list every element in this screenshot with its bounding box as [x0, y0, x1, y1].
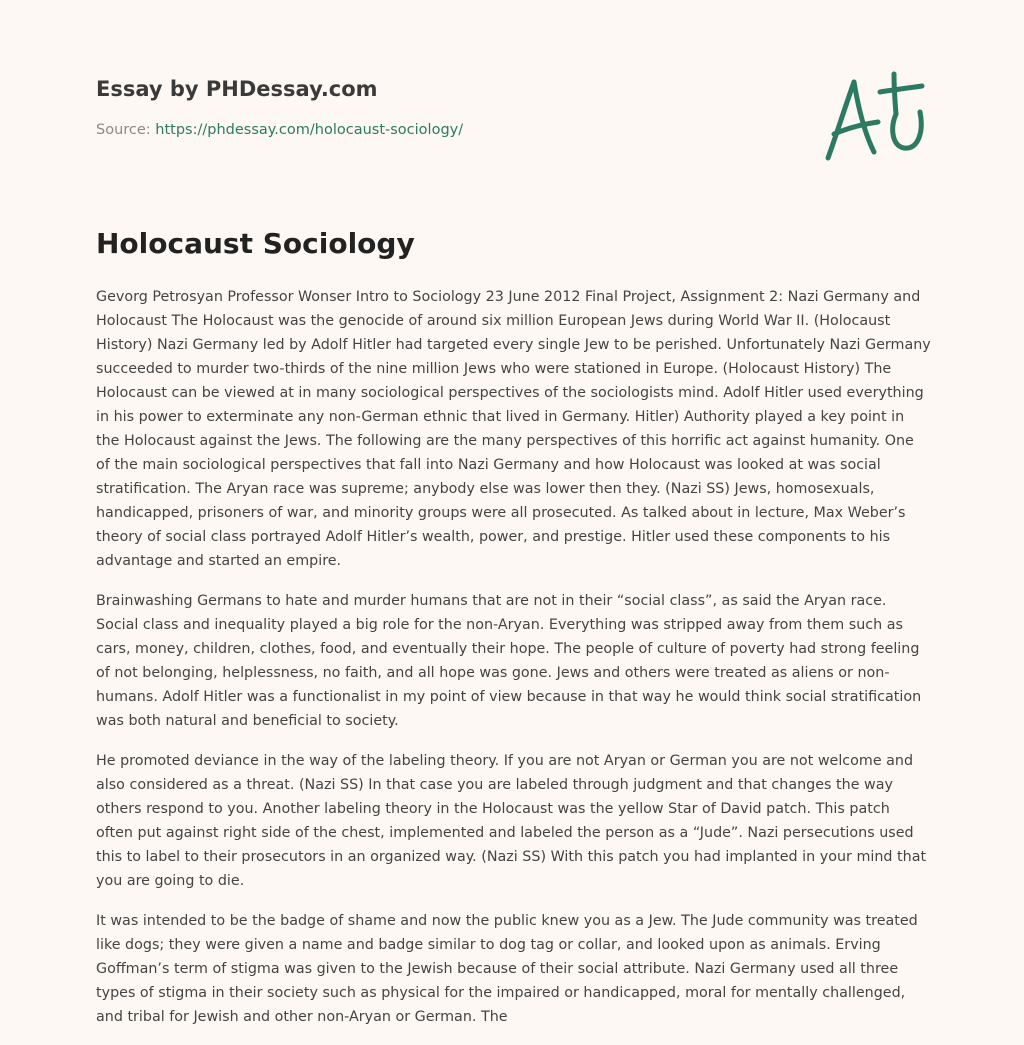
source-label: Source:	[96, 122, 151, 138]
source-line	[96, 120, 796, 140]
essay-paragraph-4: It was intended to be the badge of shame and now the public knew you as a Jew. The Jude community was treated like dogs; they were given a name and badge similar to dog tag or collar, and looked upon as animals. Erving Goffman’s term of stigma was given to the Jewish because of their social attribute. Nazi Germany used all three types of stigma in their society such as physical for the impaired or handicapped, moral for mentally challenged, and tribal for Jewish and other non-Aryan or German. The	[96, 913, 918, 1025]
source-link[interactable]: https://phdessay.com/holocaust-sociology/	[155, 122, 464, 138]
essay-paragraph-1: Gevorg Petrosyan Professor Wonser Intro to Sociology 23 June 2012 Final Project, Assignment 2: Nazi Germany and Holocaust The Holocaust was the genocide of around six million European Jews during World War II. (Holocaust History) Nazi Germany led by Adolf Hitler had targeted every single Jew to be perished. Unfortunately Nazi Germany succeeded to murder two-thirds of the nine million Jews who were stationed in Europe. (Holocaust History) The Holocaust can be viewed at in many sociological perspectives of the sociologists mind. Adolf Hitler used everything in his power to exterminate any non-German ethnic that lived in Germany. Hitler) Authority played a key point in the Holocaust against the Jews. The following are the many perspectives of this horrific act against humanity. One of the main sociological perspectives that fall into Nazi Germany and how Holocaust was looked at was social stratification. The Aryan race was supreme; anybody else was lower then they. (Nazi SS) Jews, homosexuals, handicapped, prisoners of war, and minority groups were all prosecuted. As talked about in lecture, Max Weber’s theory of social class portrayed Adolf Hitler’s wealth, power, and prestige. Hitler used these components to his advantage and started an empire.	[96, 289, 931, 569]
header	[96, 74, 796, 140]
essay-paragraph-3: He promoted deviance in the way of the labeling theory. If you are not Aryan or German you are not welcome and also considered as a threat. (Nazi SS) In that case you are labeled through judgment and that changes the way others respond to you. Another labeling theory in the Holocaust was the yellow Star of David patch. This patch often put against right side of the chest, implemented and labeled the person as a “Jude”. Nazi persecutions used this to label to their prosecutors in an organized way. (Nazi SS) With this patch you had implanted in your mind that you are going to die.	[96, 753, 927, 889]
essay-paragraph-2: Brainwashing Germans to hate and murder humans that are not in their “social class”, as said the Aryan race. Social class and inequality played a big role for the non-Aryan. Everything was stripped away from them such as cars, money, children, clothes, food, and eventually their hope. The people of culture of poverty had strong feeling of not belonging, helplessness, no faith, and all hope was gone. Jews and others were treated as aliens or non-humans. Adolf Hitler was a functionalist in my point of view because in that way he would think social stratification was both natural and beneficial to society.	[96, 593, 922, 729]
a-plus-logo-icon	[820, 66, 930, 166]
site-title: Essay by PHDessay.com	[96, 77, 378, 101]
essay-title: Holocaust Sociology	[96, 227, 415, 260]
essay-body	[96, 285, 931, 1045]
